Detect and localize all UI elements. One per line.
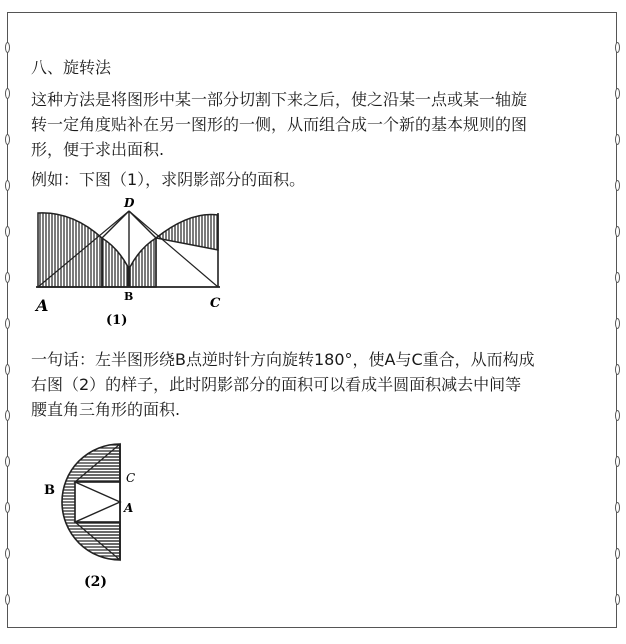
binder-ring	[5, 272, 10, 283]
binder-ring	[5, 180, 10, 191]
binder-ring	[5, 364, 10, 375]
figure-1	[30, 195, 230, 335]
binder-ring	[5, 548, 10, 559]
explanation-line-1: 一句话：左半图形绕B点逆时针方向旋转180°，使A与C重合，从而构成	[31, 350, 535, 369]
section-heading: 八、旋转法	[31, 58, 112, 77]
intro-line-3: 形，便于求出面积.	[31, 140, 165, 159]
binder-ring	[5, 134, 10, 145]
label-b: B	[124, 290, 134, 303]
binder-ring	[615, 456, 620, 467]
label-c: C	[210, 296, 221, 311]
binder-ring	[5, 502, 10, 513]
middle-left-shaded	[102, 238, 128, 287]
binder-ring	[615, 594, 620, 605]
binder-ring	[615, 180, 620, 191]
binder-ring	[615, 364, 620, 375]
label-a: A	[36, 296, 49, 315]
binder-ring	[615, 502, 620, 513]
binder-ring	[615, 272, 620, 283]
label-c-2: C	[126, 471, 136, 485]
binder-ring	[615, 88, 620, 99]
binder-ring	[5, 410, 10, 421]
binder-ring	[5, 226, 10, 237]
binder-ring	[615, 42, 620, 53]
right-shaded-region	[156, 214, 218, 250]
binder-ring	[5, 88, 10, 99]
left-shaded-region	[38, 213, 102, 287]
binder-ring	[615, 318, 620, 329]
explanation-line-3: 腰直角三角形的面积.	[31, 400, 181, 419]
binder-ring	[615, 548, 620, 559]
binder-ring	[615, 226, 620, 237]
figure-2	[40, 432, 160, 602]
binder-ring	[5, 42, 10, 53]
binder-ring	[615, 410, 620, 421]
binder-ring	[615, 134, 620, 145]
figure-1-caption: (1)	[106, 313, 128, 328]
intro-line-1: 这种方法是将图形中某一部分切割下来之后，使之沿某一点或某一轴旋	[31, 90, 528, 109]
binder-ring	[5, 594, 10, 605]
label-d: D	[124, 196, 135, 210]
binder-ring	[5, 456, 10, 467]
example-text: 例如：下图（1），求阴影部分的面积。	[31, 170, 306, 189]
intro-line-2: 转一定角度贴补在另一图形的一侧，从而组合成一个新的基本规则的图	[31, 115, 528, 134]
explanation-line-2: 右图（2）的样子，此时阴影部分的面积可以看成半圆面积减去中间等	[31, 375, 522, 394]
label-b-2: B	[44, 483, 55, 498]
binder-ring	[5, 318, 10, 329]
middle-right-shaded	[130, 238, 156, 287]
figure-2-caption: (2)	[84, 574, 107, 590]
label-a-2: A	[124, 501, 134, 515]
